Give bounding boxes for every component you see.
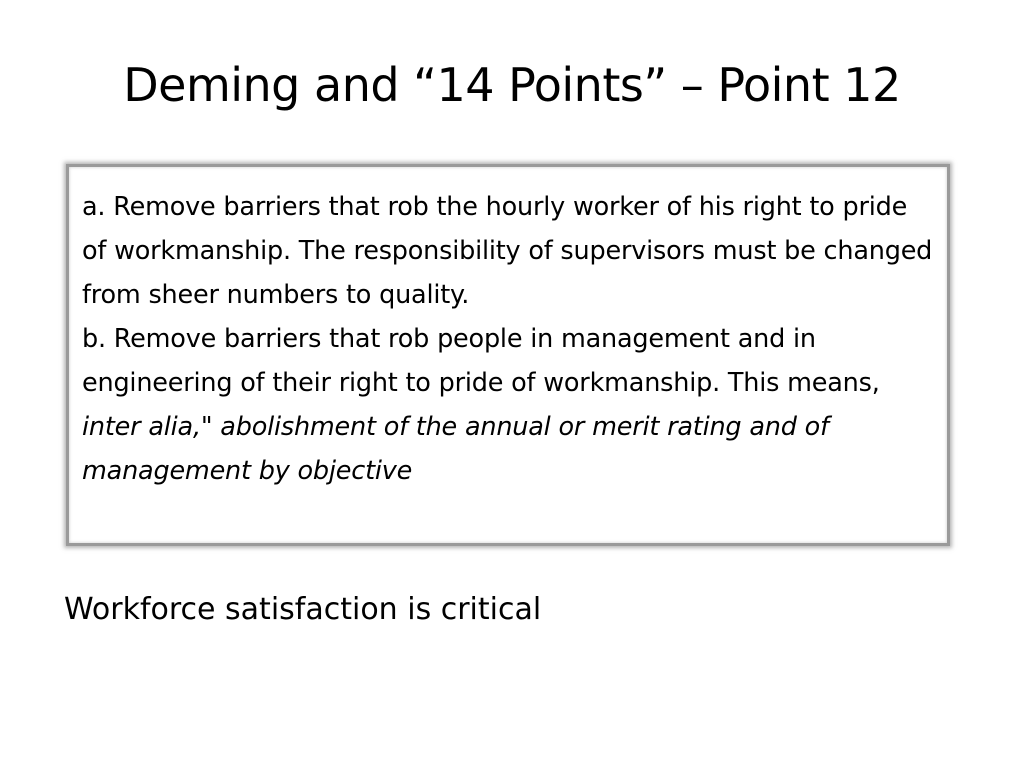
quote-paragraph-b [82, 317, 939, 493]
slide-title: Deming and “14 Points” – Point 12 [123, 58, 901, 112]
quote-paragraph-a: a. Remove barriers that rob the hourly worker of his right to pride of workmanship. The responsibility of supervisors must be changed from sheer numbers to quality. [82, 192, 933, 310]
slide-caption: Workforce satisfaction is critical [64, 592, 542, 627]
quote-paragraph-b-text: b. Remove barriers that rob people in management and in engineering of their right to pride of workmanship. This means, [82, 324, 880, 398]
quote-paragraph-b-italic: inter alia," abolishment of the annual or merit rating and of management by objective [82, 412, 829, 486]
quote-box [66, 164, 950, 546]
quote-text [82, 185, 939, 493]
